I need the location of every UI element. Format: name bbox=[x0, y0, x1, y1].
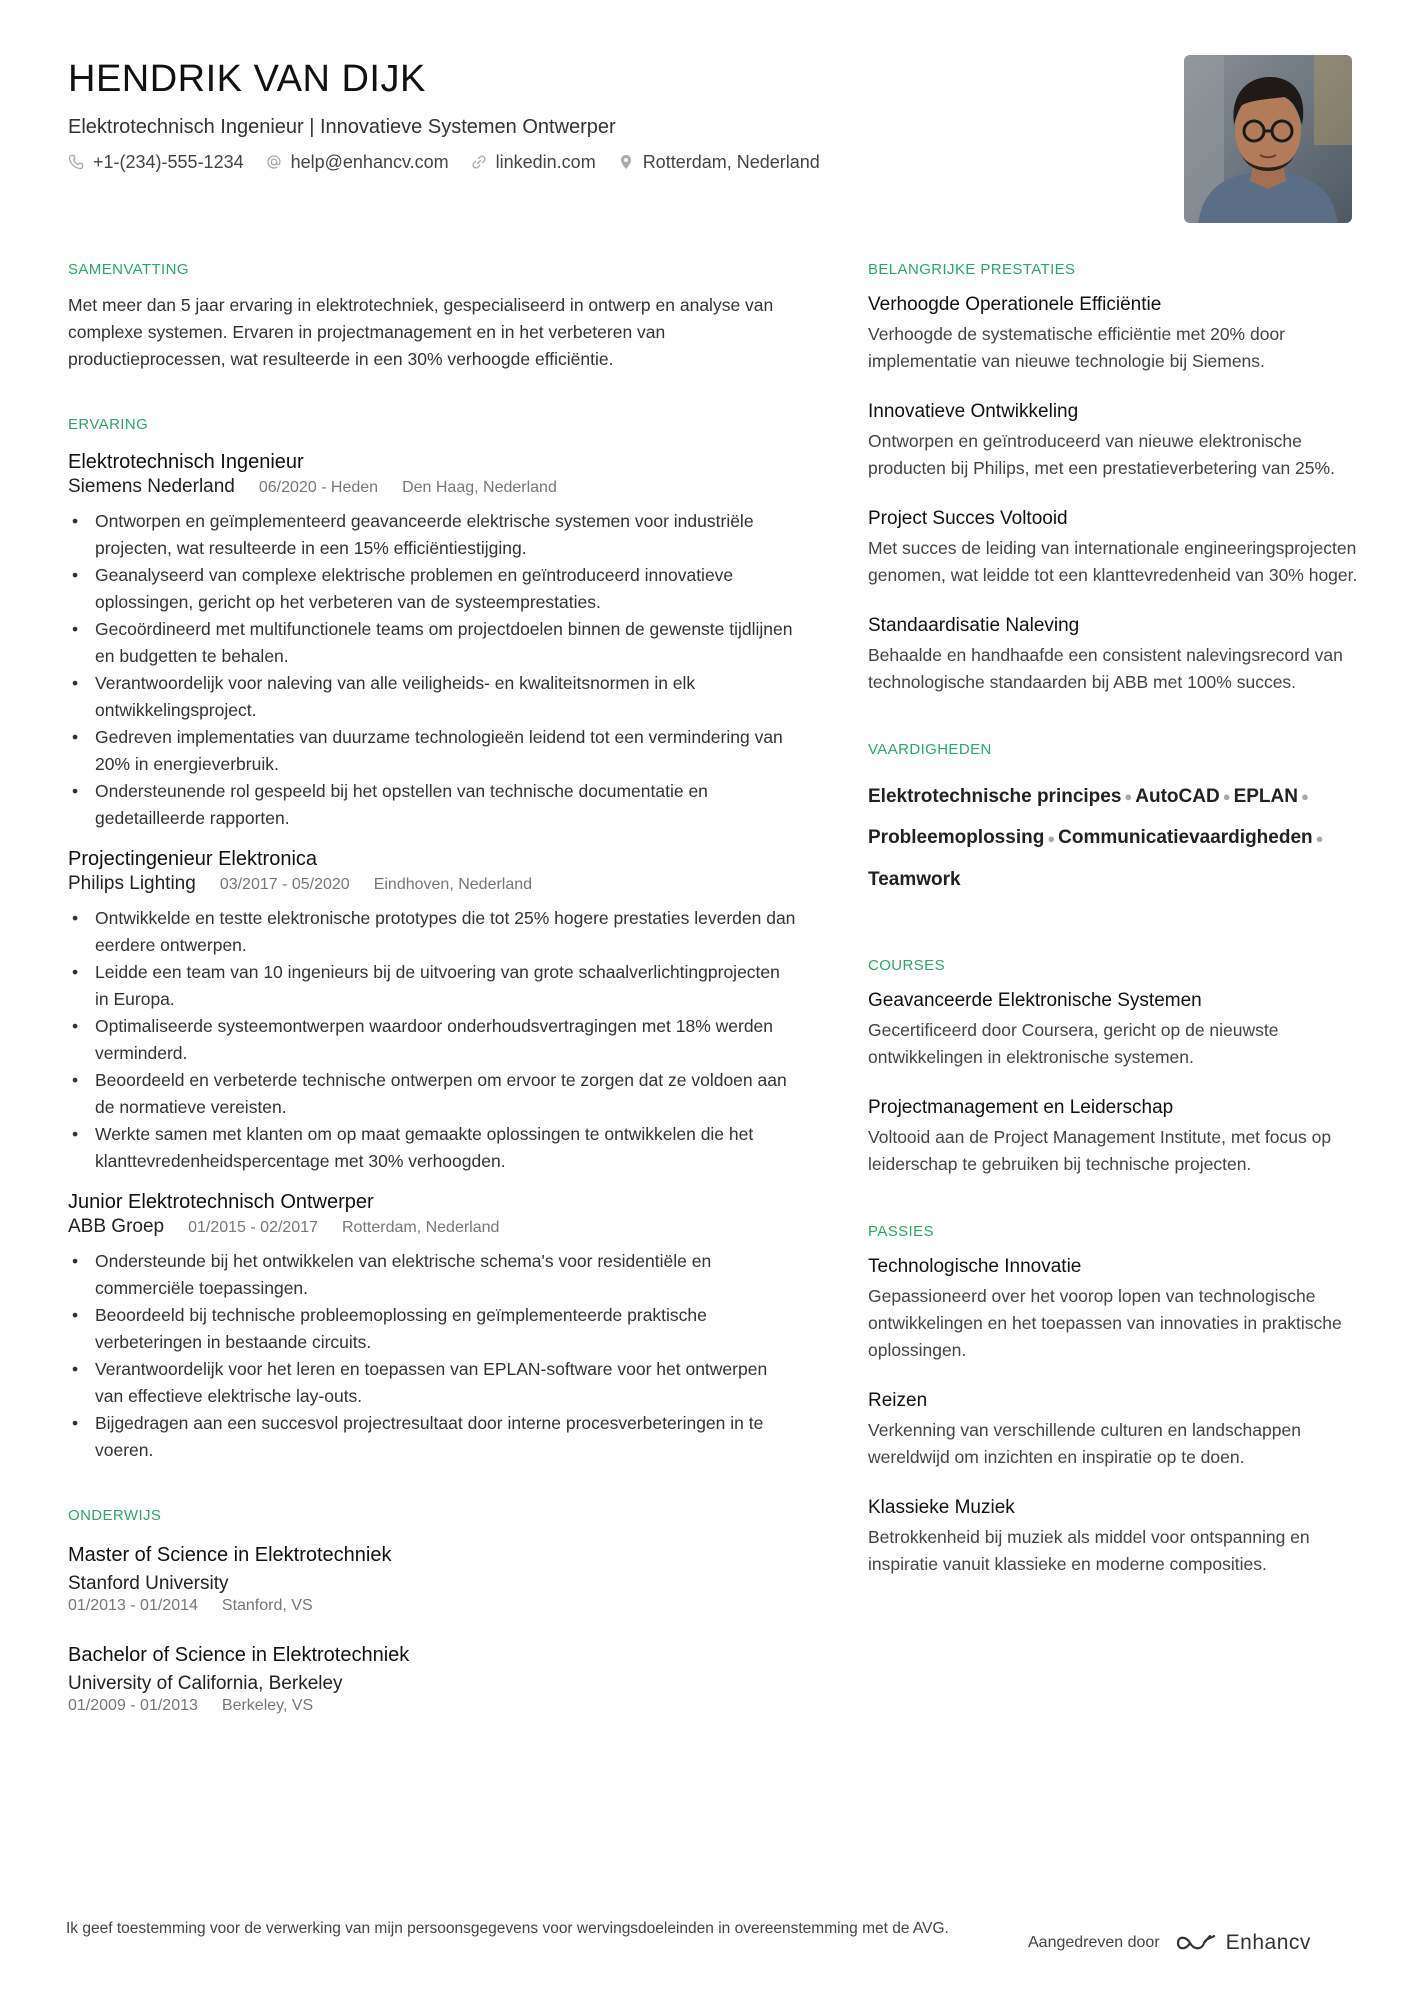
job-entry bbox=[68, 846, 798, 1175]
skill-tag: Elektrotechnische principes bbox=[868, 786, 1122, 807]
job-bullet: • Werkte samen met klanten om op maat gemaakte oplossingen te ontwikkelen die het klanttevredenheidspercentage met 30% verhoogden. bbox=[68, 1121, 798, 1175]
skills-list bbox=[868, 776, 1358, 900]
job-bullets bbox=[68, 905, 798, 1175]
education-degree: Bachelor of Science in Elektrotechniek bbox=[68, 1644, 410, 1666]
job-bullet: • Ontwikkelde en testte elektronische prototypes die tot 25% hogere prestaties leverden dan eerdere ontwerpen. bbox=[68, 905, 798, 959]
education-meta bbox=[68, 1596, 798, 1616]
summary-heading: SAMENVATTING bbox=[68, 261, 189, 278]
job-company: Siemens Nederland bbox=[68, 476, 235, 497]
skill-tag: Probleemoplossing bbox=[868, 827, 1045, 849]
job-meta bbox=[68, 475, 798, 500]
skill-tag: Teamwork bbox=[868, 868, 961, 890]
candidate-headline: Elektrotechnisch Ingenieur | Innovatieve Systemen Ontwerper bbox=[68, 116, 616, 138]
job-meta bbox=[68, 872, 798, 897]
job-title: Junior Elektrotechnisch Ontwerper bbox=[68, 1191, 374, 1213]
left-column bbox=[68, 260, 798, 1716]
contact-bar bbox=[68, 150, 1148, 174]
separator-dot: ● bbox=[1315, 830, 1324, 846]
achievement-item bbox=[868, 506, 1358, 589]
education-school: Stanford University bbox=[68, 1573, 229, 1594]
achievement-item bbox=[868, 399, 1358, 482]
education-entry bbox=[68, 1642, 798, 1716]
job-bullet: • Gedreven implementaties van duurzame technologieën leidend tot een vermindering van 20% in energieverbruik. bbox=[68, 724, 798, 778]
course-desc: Voltooid aan de Project Management Institute, met focus op leiderschap te gebruiken bij technische projecten. bbox=[868, 1126, 1332, 1174]
powered-by[interactable] bbox=[1028, 1931, 1311, 1955]
job-company: Philips Lighting bbox=[68, 873, 196, 894]
separator-dot: ● bbox=[1222, 789, 1231, 805]
experience-section bbox=[68, 415, 798, 1464]
job-bullets bbox=[68, 508, 798, 832]
powered-by-label: Aangedreven door bbox=[1028, 1934, 1160, 1951]
passion-item bbox=[868, 1495, 1358, 1578]
education-dates: 01/2013 - 01/2014 bbox=[68, 1597, 198, 1614]
email-text: help@enhancv.com bbox=[290, 152, 449, 172]
course-title: Geavanceerde Elektronische Systemen bbox=[868, 989, 1202, 1011]
at-icon bbox=[266, 154, 282, 170]
passion-title: Technologische Innovatie bbox=[868, 1255, 1082, 1277]
skills-heading: VAARDIGHEDEN bbox=[868, 741, 992, 758]
job-bullet: • Verantwoordelijk voor het leren en toepassen van EPLAN-software voor het ontwerpen van effectieve elektrische lay-outs. bbox=[68, 1356, 798, 1410]
contact-location bbox=[618, 150, 820, 174]
job-location: Den Haag, Nederland bbox=[402, 479, 557, 496]
achievement-desc: Ontworpen en geïntroduceerd van nieuwe elektronische producten bij Philips, met een prestatieverbetering van 25%. bbox=[868, 431, 1335, 478]
job-bullet: • Gecoördineerd met multifunctionele teams om projectdoelen binnen de gewenste tijdlijnen en budgetten te behalen. bbox=[68, 616, 798, 670]
location-pin-icon bbox=[618, 154, 634, 170]
skill-tag: Communicatievaardigheden bbox=[1058, 827, 1313, 849]
job-bullet: • Ondersteunde bij het ontwikkelen van elektrische schema's voor residentiële en commerciële toepassingen. bbox=[68, 1248, 798, 1302]
achievement-title: Standaardisatie Naleving bbox=[868, 615, 1080, 636]
location-text: Rotterdam, Nederland bbox=[642, 152, 820, 172]
contact-linkedin[interactable] bbox=[471, 150, 596, 174]
job-bullet: • Geanalyseerd van complexe elektrische problemen en geïntroduceerd innovatieve oplossingen, gericht op het verbeteren van de systeemprestaties. bbox=[68, 562, 798, 616]
job-entry bbox=[68, 449, 798, 832]
job-title: Projectingenieur Elektronica bbox=[68, 848, 318, 870]
enhancv-logo-icon bbox=[1174, 1932, 1218, 1954]
education-heading: ONDERWIJS bbox=[68, 1507, 162, 1524]
profile-photo bbox=[1184, 55, 1352, 223]
job-bullet: • Ontworpen en geïmplementeerd geavanceerde elektrische systemen voor industriële projecten, wat resulteerde in een 15% efficiëntiestijging. bbox=[68, 508, 798, 562]
experience-heading: ERVARING bbox=[68, 416, 149, 433]
education-school: University of California, Berkeley bbox=[68, 1673, 343, 1694]
gdpr-consent: Ik geef toestemming voor de verwerking van mijn persoonsgegevens voor wervingsdoeleinden in overeenstemming met de AVG. bbox=[66, 1920, 949, 1937]
education-location: Stanford, VS bbox=[221, 1597, 313, 1614]
job-bullet: • Ondersteunende rol gespeeld bij het opstellen van technische documentatie en gedetailleerde rapporten. bbox=[68, 778, 798, 832]
link-icon bbox=[471, 154, 487, 170]
job-dates: 01/2015 - 02/2017 bbox=[188, 1219, 318, 1236]
job-location: Eindhoven, Nederland bbox=[373, 876, 533, 893]
passion-item bbox=[868, 1254, 1358, 1364]
separator-dot: ● bbox=[1300, 789, 1309, 805]
achievements-heading: BELANGRIJKE PRESTATIES bbox=[868, 261, 1076, 278]
education-degree: Master of Science in Elektrotechniek bbox=[68, 1544, 392, 1566]
skills-section bbox=[868, 740, 1358, 900]
linkedin-text: linkedin.com bbox=[495, 152, 596, 172]
courses-section bbox=[868, 956, 1358, 1178]
education-dates: 01/2009 - 01/2013 bbox=[68, 1697, 198, 1714]
passion-title: Reizen bbox=[868, 1389, 928, 1411]
passion-desc: Gepassioneerd over het voorop lopen van technologische ontwikkelingen en het toepassen van innovaties in praktische oplossingen. bbox=[868, 1285, 1342, 1360]
separator-dot: ● bbox=[1047, 830, 1056, 846]
job-location: Rotterdam, Nederland bbox=[342, 1219, 500, 1236]
achievement-desc: Verhoogde de systematische efficiëntie met 20% door implementatie van nieuwe technologie bij Siemens. bbox=[868, 324, 1286, 371]
achievement-title: Verhoogde Operationele Efficiëntie bbox=[868, 294, 1162, 315]
achievement-item bbox=[868, 292, 1358, 375]
phone-icon bbox=[68, 154, 84, 170]
education-entry bbox=[68, 1542, 798, 1616]
education-location: Berkeley, VS bbox=[221, 1697, 314, 1714]
course-title: Projectmanagement en Leiderschap bbox=[868, 1096, 1174, 1118]
achievements-section bbox=[868, 260, 1358, 696]
job-meta bbox=[68, 1215, 798, 1240]
achievement-title: Project Succes Voltooid bbox=[868, 508, 1068, 529]
candidate-name: HENDRIK VAN DIJK bbox=[68, 58, 426, 100]
skill-tag: EPLAN bbox=[1233, 786, 1298, 807]
job-bullet: • Leidde een team van 10 ingenieurs bij de uitvoering van grote schaalverlichtingprojecten in Europa. bbox=[68, 959, 798, 1013]
job-bullet: • Beoordeeld bij technische probleemoplossing en geïmplementeerde praktische verbeteringen in bestaande circuits. bbox=[68, 1302, 798, 1356]
achievement-title: Innovatieve Ontwikkeling bbox=[868, 401, 1079, 422]
achievement-desc: Met succes de leiding van internationale engineeringsprojecten genomen, wat leidde tot een klanttevredenheid van 30% hoger. bbox=[868, 538, 1358, 585]
passions-section bbox=[868, 1222, 1358, 1578]
skill-tag: AutoCAD bbox=[1135, 786, 1220, 807]
achievement-desc: Behaalde en handhaafde een consistent nalevingsrecord van technologische standaarden bij ABB met 100% succes. bbox=[868, 645, 1343, 692]
job-bullets bbox=[68, 1248, 798, 1464]
education-section bbox=[68, 1506, 798, 1716]
achievement-item bbox=[868, 613, 1358, 696]
education-meta bbox=[68, 1696, 798, 1716]
course-desc: Gecertificeerd door Coursera, gericht op de nieuwste ontwikkelingen in elektronische systemen. bbox=[868, 1019, 1279, 1067]
separator-dot: ● bbox=[1124, 789, 1133, 805]
course-item bbox=[868, 1095, 1358, 1178]
job-bullet: • Verantwoordelijk voor naleving van alle veiligheids- en kwaliteitsnormen in elk ontwikkelingsproject. bbox=[68, 670, 798, 724]
job-bullet: • Bijgedragen aan een succesvol projectresultaat door interne procesverbeteringen in te voeren. bbox=[68, 1410, 798, 1464]
job-dates: 06/2020 - Heden bbox=[258, 479, 379, 496]
job-bullet: • Optimaliseerde systeemontwerpen waardoor onderhoudsvertragingen met 18% werden verminderd. bbox=[68, 1013, 798, 1067]
passion-item bbox=[868, 1388, 1358, 1471]
job-entry bbox=[68, 1189, 798, 1464]
passion-title: Klassieke Muziek bbox=[868, 1496, 1015, 1518]
contact-email[interactable] bbox=[266, 150, 449, 174]
job-title: Elektrotechnisch Ingenieur bbox=[68, 451, 304, 473]
passion-desc: Verkenning van verschillende culturen en landschappen wereldwijd om inzichten en inspiratie op te doen. bbox=[868, 1419, 1301, 1467]
contact-phone[interactable] bbox=[68, 150, 244, 174]
passions-heading: PASSIES bbox=[868, 1222, 934, 1240]
brand-name: Enhancv bbox=[1225, 1931, 1311, 1954]
summary-section bbox=[68, 260, 798, 373]
resume-header bbox=[68, 56, 1148, 174]
course-item bbox=[868, 988, 1358, 1071]
job-dates: 03/2017 - 05/2020 bbox=[219, 876, 350, 893]
job-bullet: • Beoordeeld en verbeterde technische ontwerpen om ervoor te zorgen dat ze voldoen aan de normatieve vereisten. bbox=[68, 1067, 798, 1121]
job-company: ABB Groep bbox=[68, 1216, 165, 1237]
courses-heading: COURSES bbox=[868, 956, 945, 974]
phone-text: +1-(234)-555-1234 bbox=[93, 152, 244, 172]
summary-text: Met meer dan 5 jaar ervaring in elektrotechniek, gespecialiseerd in ontwerp en analyse van complexe systemen. Ervaren in projectmanagement en in het verbeteren van productieprocessen, wat resulteerde in een 30% verhoogde efficiëntie. bbox=[68, 295, 774, 369]
right-column bbox=[868, 260, 1358, 1578]
passion-desc: Betrokkenheid bij muziek als middel voor ontspanning en inspiratie vanuit klassieke en moderne composities. bbox=[868, 1526, 1310, 1574]
